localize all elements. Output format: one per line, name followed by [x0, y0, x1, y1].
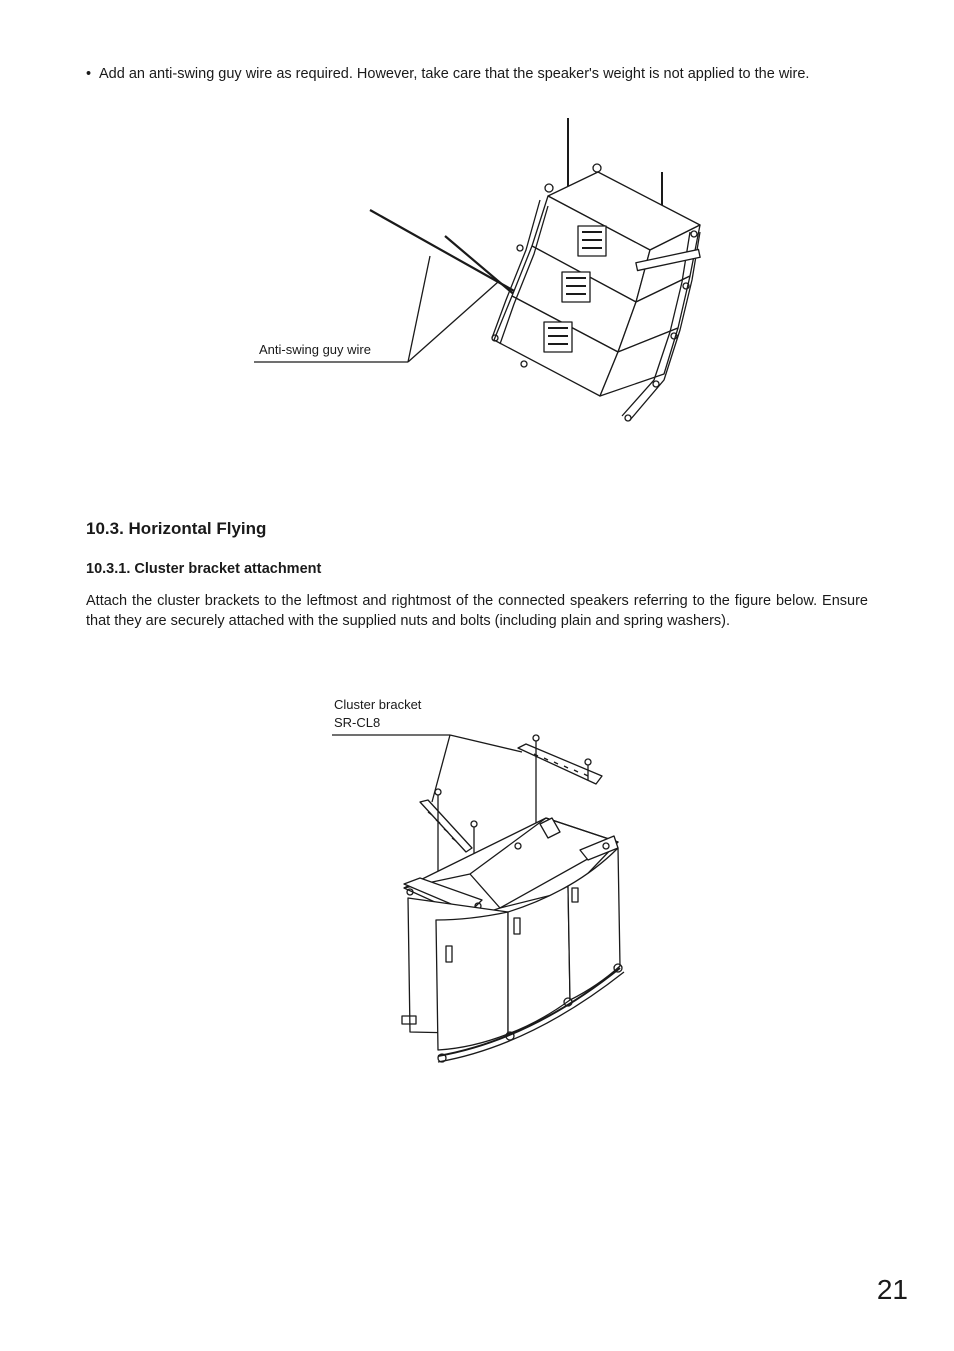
bullet-text: Add an anti-swing guy wire as required. However, take care that the speaker's weight is not applied to the wire. [99, 66, 810, 82]
cluster-bracket-label-line1: Cluster bracket [334, 697, 422, 712]
section-heading: 10.3. Horizontal Flying [86, 519, 267, 538]
bullet-marker: • [86, 66, 92, 82]
guy-wire-label: Anti-swing guy wire [259, 342, 371, 357]
subsection-heading: 10.3.1. Cluster bracket attachment [86, 561, 322, 577]
page-number: 21 [876, 1274, 908, 1305]
instruction-paragraph: Attach the cluster brackets to the leftmost and rightmost of the connected speakers referring to the figure below. Ensure that they are securely attached with the supplied nuts and bolts (including plain and spring washers). [86, 593, 868, 629]
cluster-bracket-model: SR-CL8 [334, 715, 381, 730]
